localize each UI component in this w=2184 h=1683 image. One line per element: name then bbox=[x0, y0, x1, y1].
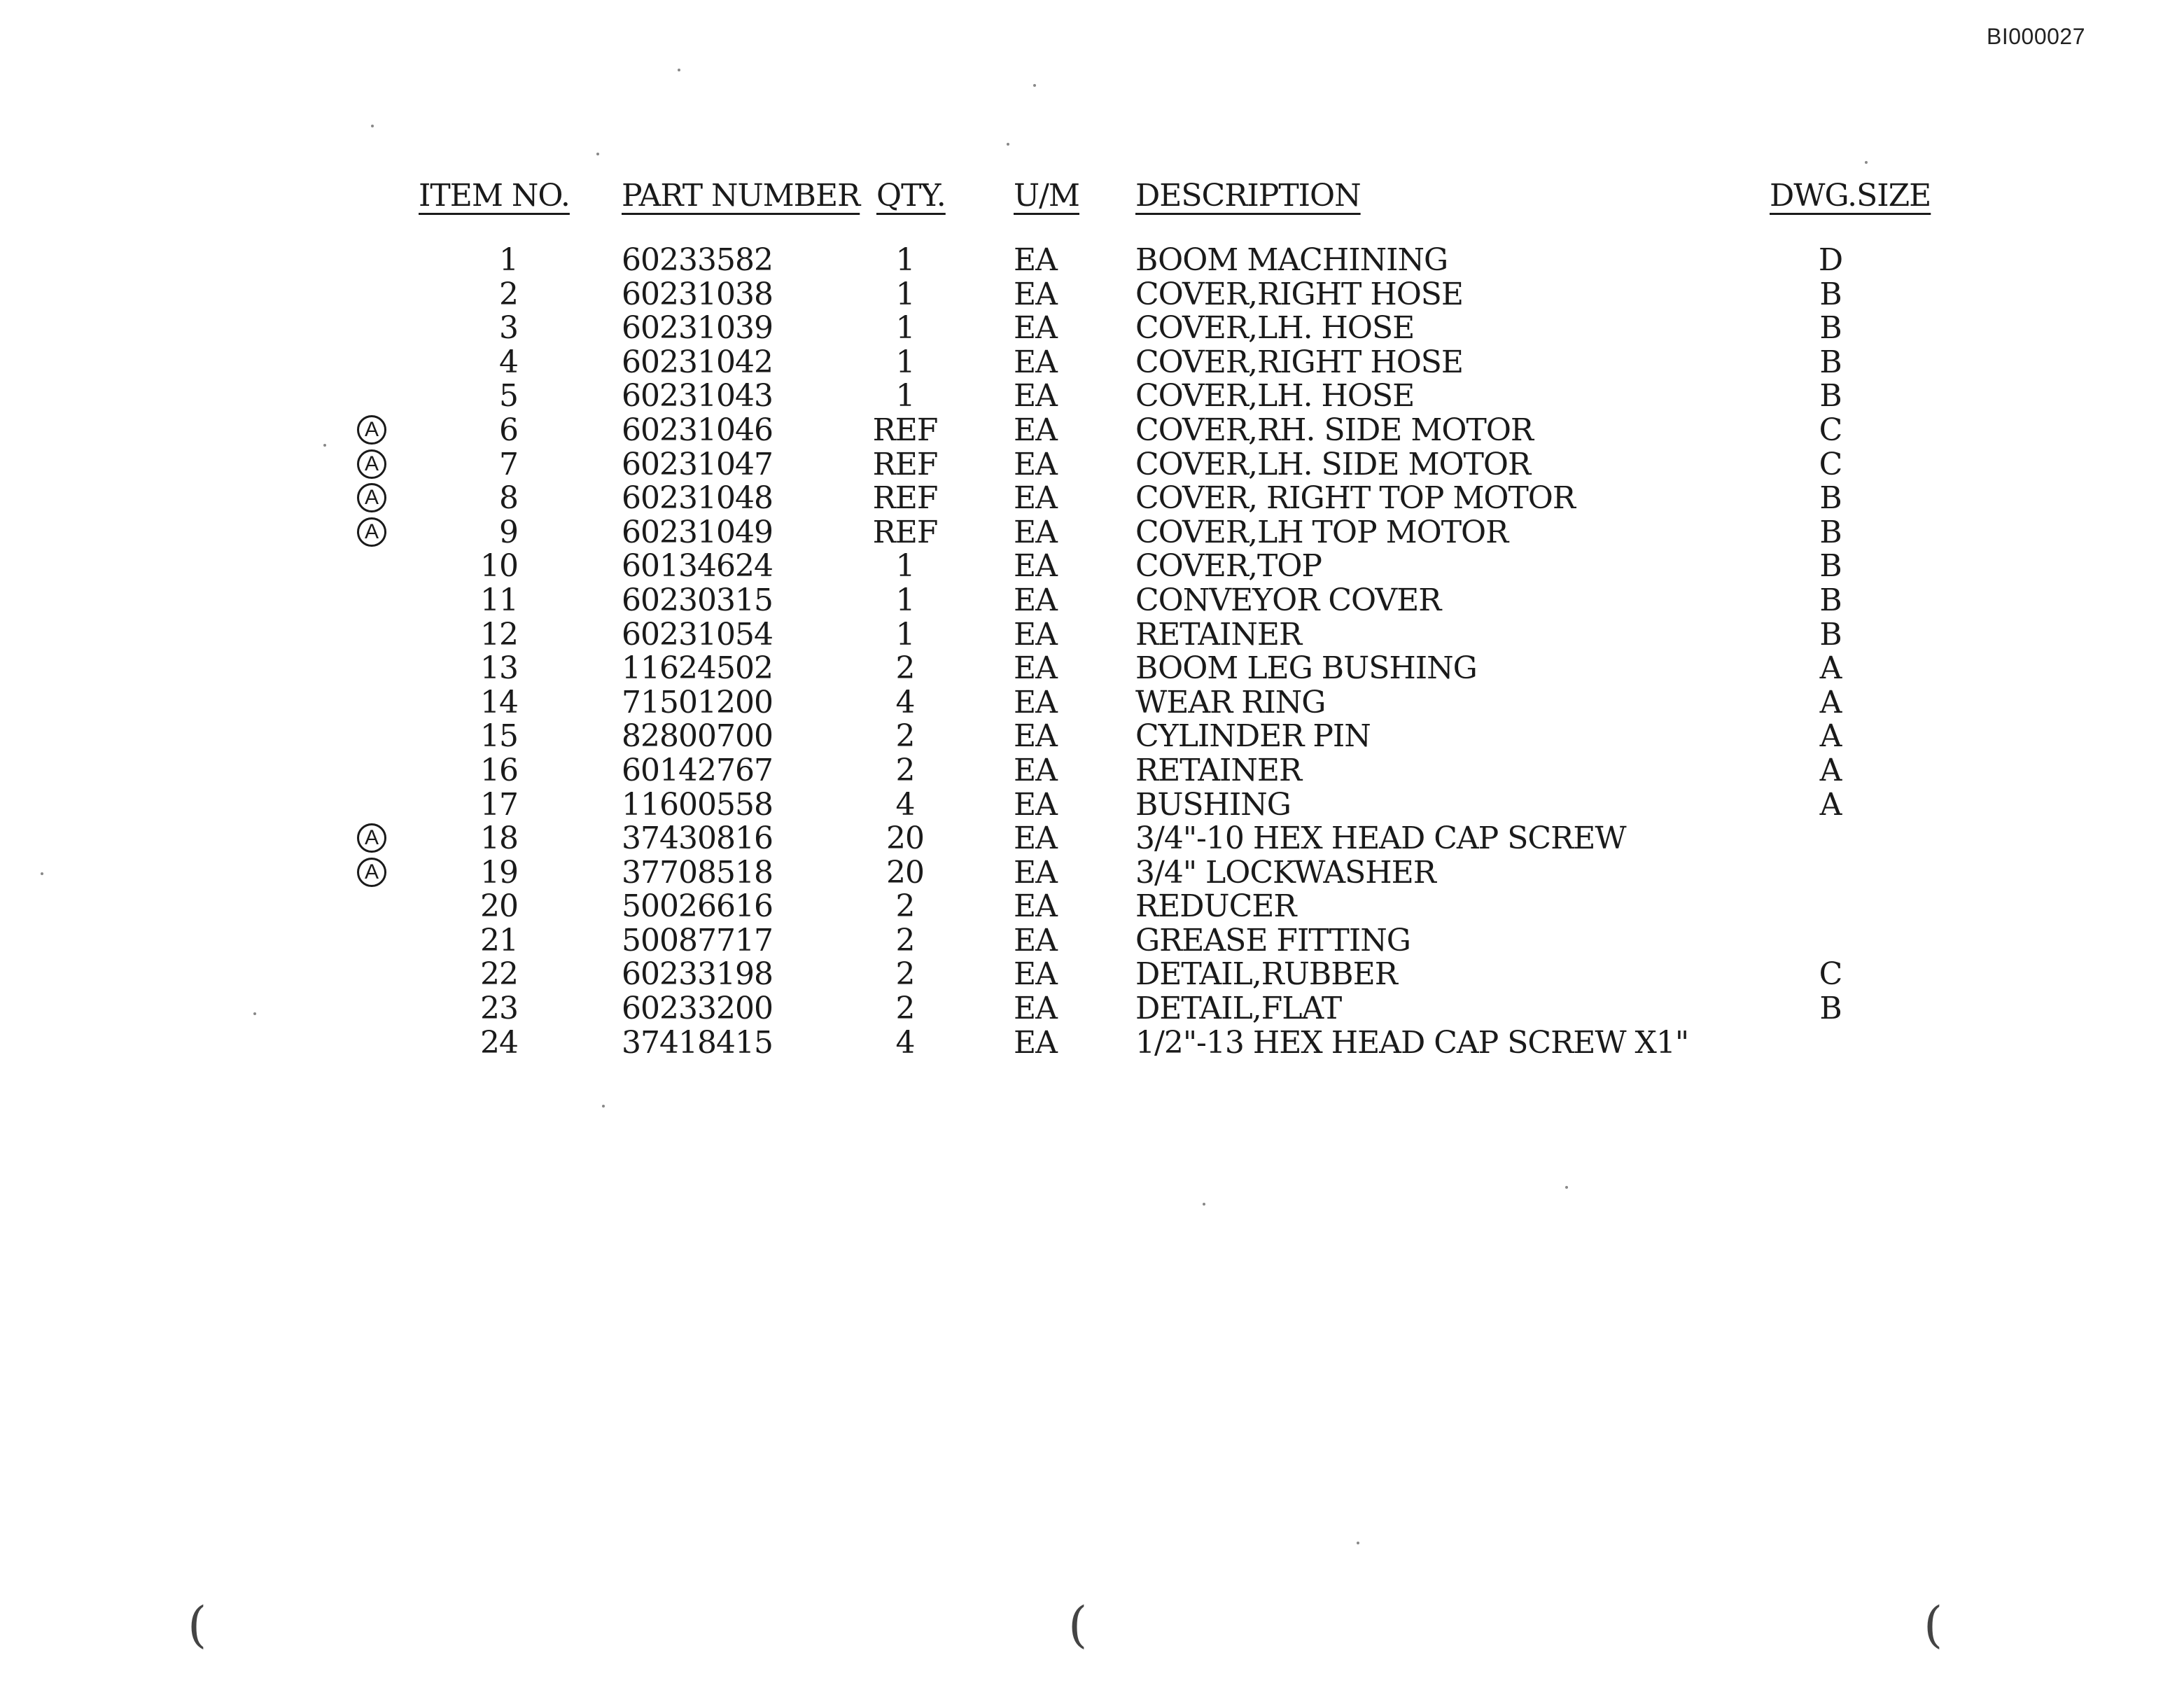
description-cell: RETAINER bbox=[1135, 616, 1302, 652]
item-number-cell: 5 bbox=[499, 378, 518, 414]
um-cell: EA bbox=[1014, 582, 1057, 618]
scan-speck bbox=[1007, 143, 1009, 146]
table-row bbox=[0, 379, 2184, 414]
parts-table bbox=[0, 244, 2184, 1060]
um-cell: EA bbox=[1014, 718, 1057, 755]
part-number-cell: 11624502 bbox=[622, 650, 773, 687]
qty-cell: 2 bbox=[895, 991, 915, 1027]
um-cell: EA bbox=[1014, 820, 1057, 857]
dwg-size-cell: A bbox=[1819, 684, 1842, 720]
scan-speck bbox=[41, 872, 43, 875]
description-cell: BOOM LEG BUSHING bbox=[1135, 650, 1477, 687]
um-cell: EA bbox=[1014, 922, 1057, 958]
item-number-cell: 12 bbox=[480, 616, 518, 652]
um-cell: EA bbox=[1014, 378, 1057, 414]
part-number-cell: 60134624 bbox=[622, 548, 773, 585]
description-cell: REDUCER bbox=[1135, 888, 1296, 925]
dwg-size-cell: A bbox=[1819, 752, 1842, 788]
item-number-cell: 24 bbox=[480, 1024, 518, 1061]
description-cell: COVER,LH. HOSE bbox=[1135, 310, 1415, 347]
qty-cell: REF bbox=[872, 446, 938, 482]
scan-speck bbox=[596, 153, 599, 155]
description-cell: COVER,LH TOP MOTOR bbox=[1135, 514, 1508, 550]
item-number-cell: 15 bbox=[480, 718, 518, 755]
qty-cell: 1 bbox=[895, 276, 915, 312]
part-number-cell: 37708518 bbox=[622, 854, 773, 891]
qty-cell: REF bbox=[872, 514, 938, 550]
dwg-size-cell: B bbox=[1819, 582, 1842, 618]
header-um: U/M bbox=[1014, 178, 1079, 214]
scan-speck bbox=[1357, 1542, 1359, 1544]
item-number-cell: 9 bbox=[499, 514, 518, 550]
um-cell: EA bbox=[1014, 854, 1057, 891]
um-cell: EA bbox=[1014, 752, 1057, 788]
header-dwg-size: DWG.SIZE bbox=[1770, 178, 1931, 214]
qty-cell: 2 bbox=[895, 752, 915, 788]
um-cell: EA bbox=[1014, 616, 1057, 652]
scan-speck bbox=[1565, 1186, 1568, 1189]
part-number-cell: 60231048 bbox=[622, 480, 773, 517]
part-number-cell: 60231038 bbox=[622, 276, 773, 312]
qty-cell: 1 bbox=[895, 310, 915, 347]
part-number-cell: 60233582 bbox=[622, 242, 773, 278]
part-number-cell: 71501200 bbox=[622, 684, 773, 720]
um-cell: EA bbox=[1014, 344, 1057, 380]
header-qty: QTY. bbox=[876, 178, 946, 214]
description-cell: DETAIL,FLAT bbox=[1135, 991, 1342, 1027]
dwg-size-cell: B bbox=[1819, 480, 1842, 517]
revision-marker: A bbox=[357, 823, 386, 853]
table-row bbox=[0, 414, 2184, 448]
item-number-cell: 3 bbox=[499, 310, 518, 347]
revision-marker: A bbox=[357, 483, 386, 512]
description-cell: COVER,LH. HOSE bbox=[1135, 378, 1415, 414]
dwg-size-cell: A bbox=[1819, 786, 1842, 823]
description-cell: RETAINER bbox=[1135, 752, 1302, 788]
description-cell: GREASE FITTING bbox=[1135, 922, 1410, 958]
dwg-size-cell: B bbox=[1819, 548, 1842, 585]
description-cell: COVER, RIGHT TOP MOTOR bbox=[1135, 480, 1576, 517]
table-row bbox=[0, 550, 2184, 584]
scan-speck bbox=[678, 69, 680, 71]
table-row bbox=[0, 890, 2184, 924]
document-id: BI000027 bbox=[1987, 24, 2086, 49]
part-number-cell: 11600558 bbox=[622, 786, 773, 823]
scan-speck bbox=[1865, 161, 1868, 164]
description-cell: COVER,TOP bbox=[1135, 548, 1322, 585]
item-number-cell: 14 bbox=[480, 684, 518, 720]
table-row bbox=[0, 312, 2184, 346]
um-cell: EA bbox=[1014, 242, 1057, 278]
item-number-cell: 7 bbox=[499, 446, 518, 482]
part-number-cell: 60233200 bbox=[622, 991, 773, 1027]
dwg-size-cell: C bbox=[1819, 412, 1842, 448]
part-number-cell: 60231054 bbox=[622, 616, 773, 652]
item-number-cell: 13 bbox=[480, 650, 518, 687]
qty-cell: 1 bbox=[895, 616, 915, 652]
table-row bbox=[0, 754, 2184, 788]
part-number-cell: 60230315 bbox=[622, 582, 773, 618]
qty-cell: 4 bbox=[895, 684, 915, 720]
dwg-size-cell: A bbox=[1819, 650, 1842, 687]
scan-speck bbox=[602, 1105, 605, 1108]
item-number-cell: 20 bbox=[480, 888, 518, 925]
item-number-cell: 22 bbox=[480, 956, 518, 993]
item-number-cell: 16 bbox=[480, 752, 518, 788]
dwg-size-cell: C bbox=[1819, 446, 1842, 482]
item-number-cell: 8 bbox=[499, 480, 518, 517]
part-number-cell: 82800700 bbox=[622, 718, 773, 755]
um-cell: EA bbox=[1014, 310, 1057, 347]
scan-speck bbox=[253, 1012, 256, 1015]
description-cell: 1/2"-13 HEX HEAD CAP SCREW X1" bbox=[1135, 1024, 1689, 1061]
scan-speck bbox=[371, 125, 374, 127]
table-row bbox=[0, 584, 2184, 618]
table-row bbox=[0, 822, 2184, 856]
qty-cell: 2 bbox=[895, 922, 915, 958]
dwg-size-cell: C bbox=[1819, 956, 1842, 993]
table-row bbox=[0, 788, 2184, 823]
part-number-cell: 60231049 bbox=[622, 514, 773, 550]
part-number-cell: 37418415 bbox=[622, 1024, 773, 1061]
table-row bbox=[0, 346, 2184, 380]
item-number-cell: 17 bbox=[480, 786, 518, 823]
revision-marker: A bbox=[357, 415, 386, 445]
um-cell: EA bbox=[1014, 956, 1057, 993]
table-row bbox=[0, 992, 2184, 1026]
qty-cell: REF bbox=[872, 412, 938, 448]
scan-paren-mark: ( bbox=[188, 1596, 207, 1654]
qty-cell: 1 bbox=[895, 582, 915, 618]
revision-marker: A bbox=[357, 517, 386, 547]
item-number-cell: 19 bbox=[480, 854, 518, 891]
um-cell: EA bbox=[1014, 991, 1057, 1027]
qty-cell: 20 bbox=[886, 854, 924, 891]
part-number-cell: 60231042 bbox=[622, 344, 773, 380]
table-row bbox=[0, 720, 2184, 754]
description-cell: 3/4"-10 HEX HEAD CAP SCREW bbox=[1135, 820, 1626, 857]
qty-cell: 2 bbox=[895, 956, 915, 993]
item-number-cell: 2 bbox=[499, 276, 518, 312]
table-row bbox=[0, 686, 2184, 720]
scan-speck bbox=[323, 444, 326, 447]
um-cell: EA bbox=[1014, 446, 1057, 482]
scan-paren-mark: ( bbox=[1068, 1596, 1088, 1654]
um-cell: EA bbox=[1014, 650, 1057, 687]
description-cell: COVER,RIGHT HOSE bbox=[1135, 344, 1464, 380]
table-row bbox=[0, 244, 2184, 278]
um-cell: EA bbox=[1014, 514, 1057, 550]
dwg-size-cell: A bbox=[1819, 718, 1842, 755]
dwg-size-cell: D bbox=[1818, 242, 1843, 278]
um-cell: EA bbox=[1014, 548, 1057, 585]
revision-marker: A bbox=[357, 858, 386, 887]
dwg-size-cell: B bbox=[1819, 991, 1842, 1027]
qty-cell: 1 bbox=[895, 548, 915, 585]
part-number-cell: 60231039 bbox=[622, 310, 773, 347]
qty-cell: 2 bbox=[895, 718, 915, 755]
scan-speck bbox=[1033, 84, 1036, 87]
table-row bbox=[0, 278, 2184, 312]
dwg-size-cell: B bbox=[1819, 378, 1842, 414]
table-row bbox=[0, 618, 2184, 652]
qty-cell: 1 bbox=[895, 378, 915, 414]
header-part-number: PART NUMBER bbox=[622, 178, 860, 214]
revision-marker: A bbox=[357, 449, 386, 479]
table-row bbox=[0, 856, 2184, 891]
description-cell: CONVEYOR COVER bbox=[1135, 582, 1441, 618]
item-number-cell: 6 bbox=[499, 412, 518, 448]
description-cell: DETAIL,RUBBER bbox=[1135, 956, 1397, 993]
part-number-cell: 60231047 bbox=[622, 446, 773, 482]
um-cell: EA bbox=[1014, 684, 1057, 720]
dwg-size-cell: B bbox=[1819, 276, 1842, 312]
um-cell: EA bbox=[1014, 888, 1057, 925]
part-number-cell: 60231046 bbox=[622, 412, 773, 448]
table-row bbox=[0, 924, 2184, 958]
dwg-size-cell: B bbox=[1819, 310, 1842, 347]
qty-cell: 2 bbox=[895, 650, 915, 687]
qty-cell: 20 bbox=[886, 820, 924, 857]
qty-cell: 2 bbox=[895, 888, 915, 925]
table-row bbox=[0, 482, 2184, 516]
description-cell: COVER,RH. SIDE MOTOR bbox=[1135, 412, 1534, 448]
qty-cell: 1 bbox=[895, 242, 915, 278]
part-number-cell: 60231043 bbox=[622, 378, 773, 414]
um-cell: EA bbox=[1014, 480, 1057, 517]
description-cell: WEAR RING bbox=[1135, 684, 1326, 720]
part-number-cell: 50087717 bbox=[622, 922, 773, 958]
um-cell: EA bbox=[1014, 276, 1057, 312]
item-number-cell: 10 bbox=[480, 548, 518, 585]
dwg-size-cell: B bbox=[1819, 616, 1842, 652]
part-number-cell: 60142767 bbox=[622, 752, 773, 788]
dwg-size-cell: B bbox=[1819, 344, 1842, 380]
table-row bbox=[0, 652, 2184, 686]
description-cell: 3/4" LOCKWASHER bbox=[1135, 854, 1436, 891]
qty-cell: 1 bbox=[895, 344, 915, 380]
part-number-cell: 37430816 bbox=[622, 820, 773, 857]
description-cell: BOOM MACHINING bbox=[1135, 242, 1448, 278]
um-cell: EA bbox=[1014, 412, 1057, 448]
description-cell: BUSHING bbox=[1135, 786, 1291, 823]
table-row bbox=[0, 516, 2184, 550]
table-row bbox=[0, 1026, 2184, 1061]
header-description: DESCRIPTION bbox=[1135, 178, 1361, 214]
table-row bbox=[0, 448, 2184, 482]
description-cell: COVER,RIGHT HOSE bbox=[1135, 276, 1464, 312]
item-number-cell: 1 bbox=[499, 242, 518, 278]
dwg-size-cell: B bbox=[1819, 514, 1842, 550]
scan-speck bbox=[1203, 1203, 1205, 1206]
qty-cell: 4 bbox=[895, 1024, 915, 1061]
item-number-cell: 4 bbox=[499, 344, 518, 380]
um-cell: EA bbox=[1014, 1024, 1057, 1061]
item-number-cell: 21 bbox=[480, 922, 518, 958]
description-cell: COVER,LH. SIDE MOTOR bbox=[1135, 446, 1531, 482]
qty-cell: 4 bbox=[895, 786, 915, 823]
item-number-cell: 18 bbox=[480, 820, 518, 857]
description-cell: CYLINDER PIN bbox=[1135, 718, 1371, 755]
header-item-no: ITEM NO. bbox=[419, 178, 570, 214]
item-number-cell: 11 bbox=[480, 582, 518, 618]
part-number-cell: 60233198 bbox=[622, 956, 773, 993]
um-cell: EA bbox=[1014, 786, 1057, 823]
part-number-cell: 50026616 bbox=[622, 888, 773, 925]
item-number-cell: 23 bbox=[480, 991, 518, 1027]
table-row bbox=[0, 958, 2184, 992]
qty-cell: REF bbox=[872, 480, 938, 517]
scan-paren-mark: ( bbox=[1924, 1596, 1943, 1654]
